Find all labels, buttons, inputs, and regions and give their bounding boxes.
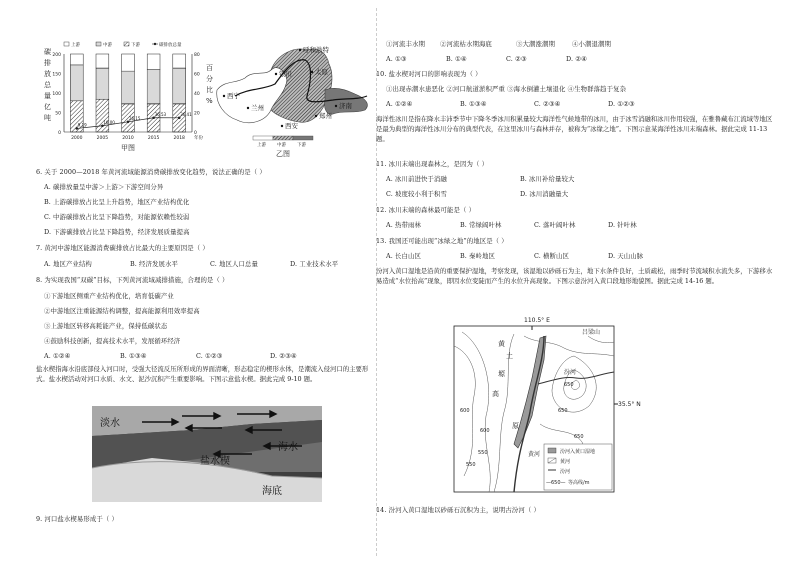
data-label: 9.19 (77, 122, 87, 128)
fig-yi-map (215, 40, 375, 160)
y-tick-label: 100 (52, 92, 61, 97)
map-label-huanghe: 黄河 (528, 451, 541, 458)
q7-option-d[interactable]: D. 工业技术水平 (290, 260, 339, 268)
q8-item-1: ①下游地区侧重产业结构优化，培育低碳产业 (44, 292, 174, 300)
q8-item-4: ④鼓励科技创新，提高技术水平，发展循环经济 (44, 337, 181, 345)
contour-650-c: 650 (574, 434, 584, 440)
city-marker (335, 105, 337, 107)
city-label: 济南 (339, 102, 352, 110)
legend-label: 中游 (103, 43, 112, 48)
y2-axis-label-char: 分 (206, 75, 213, 83)
map-label-huang: 黄 (498, 340, 505, 348)
q8-option-a[interactable]: A. ①②④ (44, 352, 71, 360)
contour-650-b: 650 (564, 382, 574, 388)
question-8: 8. 为实现我国“双碳”目标，下列黄河流域减排措施，合理的是（ ） (36, 276, 229, 284)
passage-fen-river: 汾河入黄口湿地是沿黄的重要保护湿地，考察发现，该湿地以砂砾石为主，地下水条件良好，土质疏松，雨季时节流域积水流失多，下游移水易造成“水位抬高”现象，即因水位变陡而产生的水位升高现象。下图示意汾河入黄口段地形地貌图。据此完成 14-16 题。 (376, 267, 773, 285)
bar-下游 (96, 99, 109, 132)
q9-option-b[interactable]: B. ①④ (446, 55, 467, 63)
x-tick-label: 2010 (122, 136, 134, 141)
q9-item-1: ①河流丰水期 (386, 40, 425, 48)
y2-axis-label-char: % (206, 97, 213, 105)
question-12: 12. 冰川末端的森林最可能是（ ） (376, 206, 476, 214)
map-label-yuan: 塬 (498, 370, 505, 378)
q9-option-d[interactable]: D. ②④ (566, 55, 587, 63)
line-point (178, 117, 181, 120)
legend-swatch (96, 42, 101, 46)
q8-item-3: ③上游地区转移高耗能产业，保持低碳状态 (44, 322, 168, 330)
q12-option-c[interactable]: C. 落叶阔叶林 (534, 221, 576, 229)
seabed-label: 海底 (262, 486, 282, 497)
q13-option-a[interactable]: A. 长白山区 (386, 252, 421, 260)
q7-option-b[interactable]: B. 经济发展水平 (130, 260, 179, 268)
bar-中游 (173, 68, 186, 104)
q11-option-a[interactable]: A. 冰川前进快于消融 (386, 175, 447, 183)
y-tick-label: 200 (52, 53, 61, 58)
passage-glacier: 海洋性冰川是指在降水丰沛季节中下降冬季冰川积累量较大海洋性气候地带的冰川，由于冰雪消融和冰川作用较强，在雅鲁藏布江流域等地区是最为典型的海洋性冰川分布的典型代表，在这里冰川与森林并存，被称为“冰缘之地”。下图示意某海洋性冰川末端森林。据此完成 11-13 题。 (376, 115, 773, 143)
city-label: 太原 (315, 68, 328, 76)
legend-swatch (124, 42, 129, 46)
fig-jia-chart (40, 36, 213, 156)
y2-axis-label-char: 百 (206, 64, 213, 72)
map-legend-label: 下游 (297, 143, 306, 148)
y-axis-label-char: 亿 (44, 103, 51, 111)
contour-600: 600 (460, 408, 470, 414)
legend-wetland: 汾河入黄口湿地 (560, 449, 596, 455)
freshwater-label: 淡水 (100, 418, 120, 429)
question-14: 14. 汾河入黄口湿地以砂砾石沉积为主，说明古汾河（ ） (376, 506, 541, 514)
fen-river-contour-map (454, 316, 641, 496)
bar-中游 (70, 65, 83, 101)
q7-option-c[interactable]: C. 地区人口总量 (210, 260, 258, 268)
city-label: 银川 (279, 70, 292, 78)
map-label-yuan2: 原 (512, 422, 519, 430)
data-label: 36.53 (154, 111, 167, 117)
city-marker (281, 125, 283, 127)
q8-option-d[interactable]: D. ②③④ (270, 352, 297, 360)
legend-swatch (64, 42, 69, 46)
contour-550: 550 (478, 450, 488, 456)
map-legend-label: 上游 (257, 143, 266, 148)
q12-option-d[interactable]: D. 针叶林 (608, 221, 637, 229)
x-tick-label: 2005 (96, 136, 109, 141)
map-legend-swatch (293, 136, 313, 140)
q9-item-3: ③大潮涨潮期 (516, 40, 555, 48)
q10-option-d[interactable]: D. ①②③ (608, 100, 635, 108)
passage-salt-wedge: 盐水楔指海水沿底部侵入河口时，受强大径流反压所形成的界面清晰，形态稳定的楔形水体，是潮流入侵河口的主要形式。盐水楔活动对河口水质、水文、泥沙沉积产生重要影响。下图示意盐水楔。据此完成 9-10 题。 (36, 365, 369, 383)
q11-option-c[interactable]: C. 坡度较小利于积雪 (386, 190, 447, 198)
y2-tick-label: 20 (194, 111, 200, 117)
y2-tick-label: 0 (194, 131, 197, 136)
y-tick-label: 0 (58, 131, 61, 136)
question-7: 7. 黄河中游地区能源消费碳排放占比最大的主要原因是（ ） (36, 244, 209, 252)
q10-option-a[interactable]: A. ①②④ (386, 100, 413, 108)
q8-option-c[interactable]: C. ①②③ (196, 352, 223, 360)
q9-item-4: ④小潮退潮期 (572, 40, 611, 48)
question-13: 13. 我国还可能出现“冰绿之地”的地区是（ ） (376, 237, 508, 245)
bar-上游 (122, 54, 135, 71)
city-label: 西宁 (227, 92, 240, 100)
x-tick-label: 2000 (71, 136, 83, 141)
city-label: 呼和浩特 (303, 46, 329, 54)
y-axis-label-char: 碳 (44, 48, 51, 56)
legend-label: 下游 (131, 43, 140, 48)
legend-fenhe: 汾河 (560, 469, 571, 475)
q10-option-c[interactable]: C. ②③④ (534, 100, 561, 108)
question-11: 11. 冰川末端出现森林之，是因为（ ） (376, 160, 489, 168)
y2-tick-label: 40 (194, 92, 200, 97)
q10-items: ①出现赤潮水患恶化 ②河口航道淤积严重 ③海水倒灌土壤退化 ④生物群落趋于复杂 (386, 85, 627, 93)
y2-tick-label: 80 (194, 53, 200, 58)
city-marker (311, 71, 313, 73)
data-label: 16.00 (103, 119, 115, 125)
y-axis-label-char: 排 (44, 59, 51, 67)
fig-yi-caption: 乙图 (276, 150, 290, 158)
bar-中游 (147, 70, 160, 104)
q13-option-c[interactable]: C. 横断山区 (534, 252, 569, 260)
q11-option-d[interactable]: D. 冰川消融量大 (520, 190, 569, 198)
legend-label: 碳排放总量 (159, 43, 182, 48)
city-label: 兰州 (251, 104, 264, 112)
legend-label: 上游 (71, 43, 80, 48)
bar-中游 (96, 68, 109, 99)
q9-item-2: ②河流枯水期海底 (440, 40, 492, 48)
x-axis-label: 年份 (194, 136, 203, 141)
x-tick-label: 2015 (147, 136, 160, 141)
city-marker (315, 115, 317, 117)
q9-option-a[interactable]: A. ①③ (386, 55, 407, 63)
bar-上游 (96, 54, 109, 68)
q6-option-c[interactable]: C. 中游碳排放占比呈下降趋势，对能源依赖性较弱 (44, 213, 190, 221)
data-label: 36.41 (180, 111, 192, 117)
city-label: 郑州 (319, 112, 332, 120)
map-legend-swatch (253, 136, 273, 140)
contour-600-b: 600 (480, 428, 490, 434)
city-label: 西安 (285, 122, 298, 130)
x-tick-label: 2018 (173, 136, 185, 141)
line-point (101, 124, 104, 127)
contour-550-b: 550 (466, 462, 476, 468)
legend-marker (154, 43, 156, 45)
y-axis-label-char: 量 (44, 92, 51, 100)
q13-option-d[interactable]: D. 天山山脉 (608, 252, 644, 260)
line-point (152, 116, 155, 119)
y2-tick-label: 60 (194, 72, 200, 78)
city-marker (299, 49, 301, 51)
data-label: 26.15 (129, 115, 141, 121)
y-axis-label-char: 吨 (44, 114, 51, 122)
bar-上游 (173, 54, 186, 68)
q12-option-a[interactable]: A. 热带雨林 (386, 221, 421, 229)
q13-option-b[interactable]: B. 秦岭地区 (460, 252, 496, 260)
question-10: 10. 盐水楔对河口的影响表现为（ ） (376, 70, 482, 78)
line-point (76, 127, 79, 130)
bar-上游 (70, 54, 83, 65)
city-marker (223, 95, 225, 97)
q7-option-a[interactable]: A. 地区产业结构 (44, 260, 92, 268)
bar-中游 (122, 71, 135, 104)
q8-option-b[interactable]: B. ①③④ (120, 352, 147, 360)
q6-option-b[interactable]: B. 上游碳排放占比呈上升趋势，地区产业结构优化 (44, 198, 190, 206)
y2-axis-label-char: 比 (206, 86, 213, 94)
q6-option-a[interactable]: A. 碳排放量呈中游＞上游＞下游空间分异 (44, 183, 164, 191)
map-label-lvliang: 吕梁山 (582, 329, 601, 336)
map-legend-swatch (273, 136, 293, 140)
latitude-label: 35.5° N (618, 401, 641, 408)
city-marker (275, 73, 277, 75)
map-label-gao: 高 (492, 390, 499, 398)
map-label-fen: 汾河 (564, 369, 577, 376)
fig-jia-caption: 甲图 (121, 144, 135, 152)
q9-option-c[interactable]: C. ②③ (506, 55, 527, 63)
legend-huanghe: 黄河 (560, 459, 571, 465)
q10-option-b[interactable]: B. ①③④ (460, 100, 487, 108)
q12-option-b[interactable]: B. 常绿阔叶林 (460, 221, 502, 229)
salt-wedge-diagram (92, 406, 322, 502)
y-tick-label: 150 (52, 72, 61, 78)
map-label-tu: 土 (506, 352, 513, 360)
city-marker (247, 107, 249, 109)
line-point (127, 121, 130, 124)
seawater-label: 海水 (278, 442, 298, 453)
map-legend-label: 中游 (277, 143, 286, 148)
question-9: 9. 河口盐水楔易形成于（ ） (36, 515, 118, 523)
legend-contour: 等高线/m (568, 480, 590, 486)
legend-contour-value: —650— (546, 480, 566, 486)
y-tick-label: 50 (55, 111, 61, 117)
q8-item-2: ②中游地区注重能源结构调整，提高能源利用效率提高 (44, 307, 200, 315)
q6-option-d[interactable]: D. 下游碳排放占比呈下降趋势，经济发展质量提高 (44, 228, 190, 236)
y-axis-label-char: 放 (44, 70, 51, 78)
y-axis-label-char: 总 (44, 81, 51, 89)
contour-650-a: 650 (558, 408, 568, 414)
q11-option-b[interactable]: B. 冰川补给量较大 (520, 175, 575, 183)
longitude-label: 110.5° E (524, 317, 550, 324)
wedge-label: 盐水楔 (200, 456, 230, 467)
question-6: 6. 关于 2000—2018 年黄河流域能源消费碳排放变化趋势，说法正确的是（ ） (36, 168, 266, 176)
bar-上游 (147, 54, 160, 70)
